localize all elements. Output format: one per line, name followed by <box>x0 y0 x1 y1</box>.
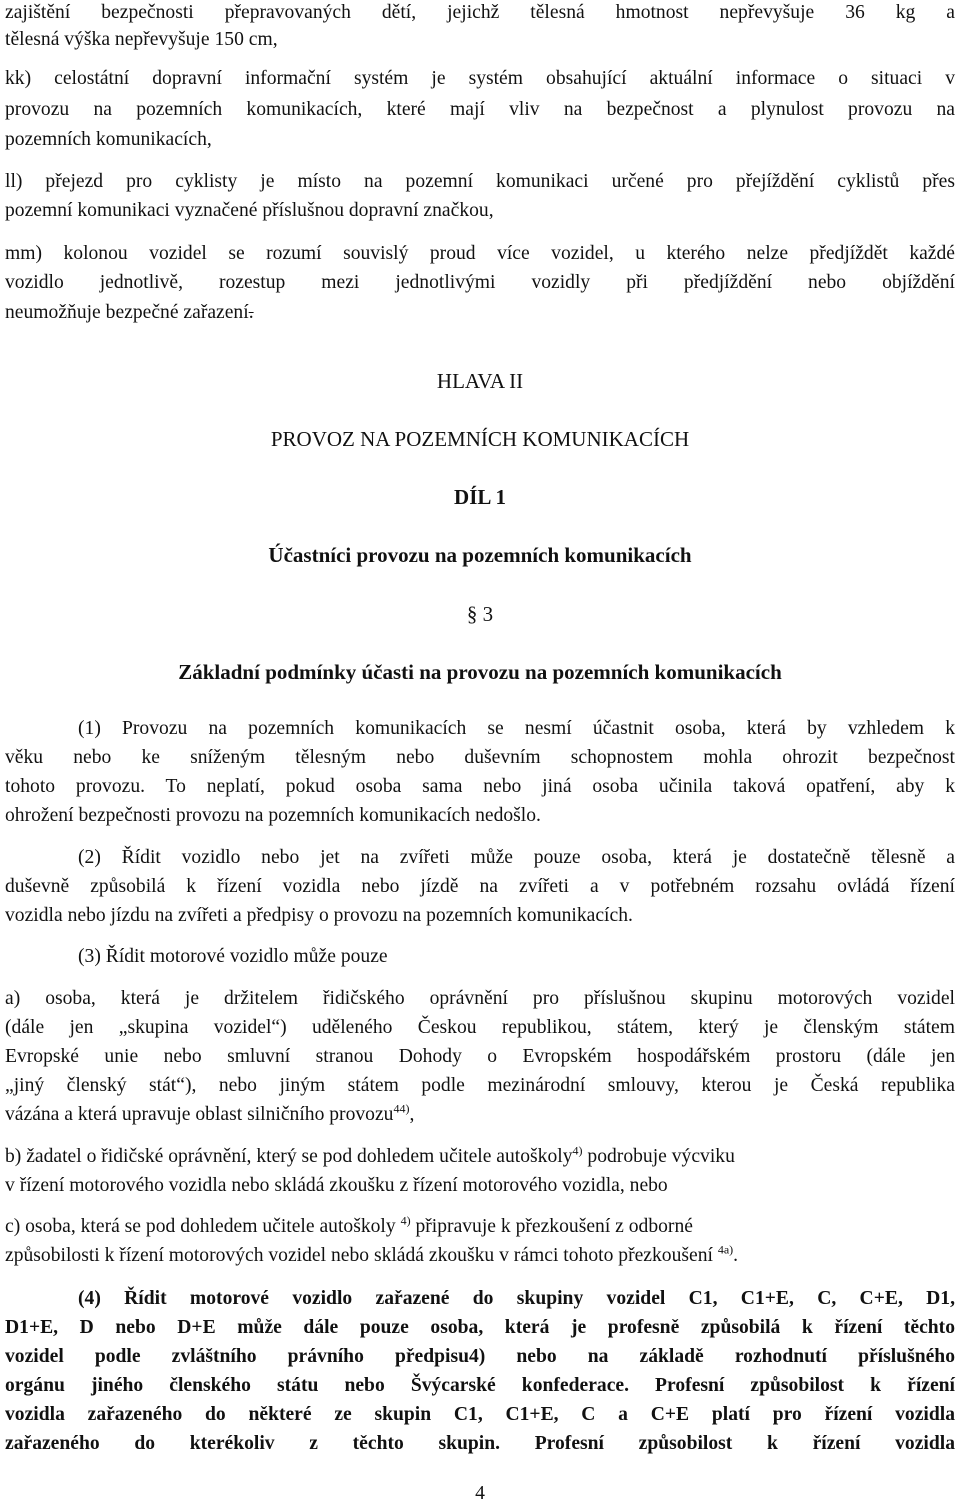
section-1-line-4: ohrožení bezpečnosti provozu na pozemních komunikacích nedošlo. <box>5 805 541 826</box>
chapter-title: PROVOZ NA POZEMNÍCH KOMUNIKACÍCH <box>270 427 690 451</box>
paragraph-sign: § 3 <box>466 602 494 626</box>
intro-line-2: tělesná výška nepřevyšuje 150 cm, <box>5 29 278 50</box>
section-4-line-4: orgánu jiného členského státu nebo Švýcarské konfederace. Profesní způsobilost k řízení <box>5 1375 955 1396</box>
definition-mm-line-3 <box>5 300 955 326</box>
item-c-text-2: způsobilosti k řízení motorových vozidel nebo skládá zkoušku v rámci tohoto přezkoušení <box>5 1245 718 1266</box>
section-1-line-2: věku nebo ke sníženým tělesným nebo duševním schopnostem mohla ohrozit bezpečnost <box>5 747 955 768</box>
item-a-line-1: a) osoba, která je držitelem řidičského oprávnění pro příslušnou skupinu motorových vozidel <box>5 988 955 1009</box>
definition-kk-line-3: pozemních komunikacích, <box>5 129 212 150</box>
item-c-text: c) osoba, která se pod dohledem učitele autoškoly <box>5 1216 401 1237</box>
chapter-heading: HLAVA II <box>436 369 524 393</box>
item-a-line-4: „jiný členský stát“), nebo jiným státem podle mezinárodní smlouvy, kterou je Česká republika <box>5 1075 955 1096</box>
section-4-line-6: zařazeného do kterékoliv z těchto skupin. Profesní způsobilost k řízení vozidla <box>5 1433 955 1454</box>
section-3-intro: (3) Řídit motorové vozidlo může pouze <box>78 946 388 967</box>
item-c-line-1 <box>5 1214 955 1240</box>
item-c-line-2 <box>5 1243 955 1269</box>
item-b-line-2: v řízení motorového vozidla nebo skládá zkoušku z řízení motorového vozidla, nebo <box>5 1175 668 1196</box>
definition-ll-line-2: pozemní komunikaci vyznačené příslušnou dopravní značkou, <box>5 200 494 221</box>
definition-ll-line-1: ll) přejezd pro cyklisty je místo na pozemní komunikaci určené pro přejíždění cyklistů přes <box>5 171 955 192</box>
section-2-line-1: (2) Řídit vozidlo nebo jet na zvířeti může pouze osoba, která je dostatečně tělesně a <box>78 847 955 868</box>
section-4-line-5: vozidla zařazeného do některé ze skupin C1, C1+E, C a C+E platí pro řízení vozidla <box>5 1404 955 1425</box>
part-title: Účastníci provozu na pozemních komunikacích <box>268 543 692 567</box>
item-a-last-tail: , <box>409 1104 415 1125</box>
item-b-line-1 <box>5 1144 955 1170</box>
section-1-line-3: tohoto provozu. To neplatí, pokud osoba sama nebo jiná osoba učinila taková opatření, aby k <box>5 776 955 797</box>
struck-period: . <box>248 302 254 323</box>
item-b-text: b) žadatel o řidičské oprávnění, který se pod dohledem učitele autoškoly <box>5 1146 573 1167</box>
section-1-line-1: (1) Provozu na pozemních komunikacích se nesmí účastnit osoba, která by vzhledem k <box>78 718 955 739</box>
item-c-tail: připravuje k přezkoušení z odborné <box>410 1216 693 1237</box>
section-2-line-3: vozidla nebo jízdu na zvířeti a předpisy o provozu na pozemních komunikacích. <box>5 905 633 926</box>
definition-kk-line-1: kk) celostátní dopravní informační systém je systém obsahující aktuální informace o situaci v <box>5 68 955 89</box>
item-a-line-2: (dále jen „skupina vozidel“) uděleného Českou republikou, státem, který je členským státem <box>5 1017 955 1038</box>
section-2-line-2: duševně způsobilá k řízení vozidla nebo jízdě na zvířeti a v potřebném rozsahu ovládá řízení <box>5 876 955 897</box>
definition-mm-line-2: vozidlo jednotlivě, rozestup mezi jednotlivými vozidly při předjíždění nebo objíždění <box>5 272 955 293</box>
section-4-line-3: vozidel podle zvláštního právního předpisu4) nebo na základě rozhodnutí příslušného <box>5 1346 955 1367</box>
footnote-ref-4: 4) <box>572 1143 583 1158</box>
item-a-line-5 <box>5 1102 955 1128</box>
footnote-ref-44: 44) <box>393 1101 410 1116</box>
footnote-ref-4a: 4a) <box>717 1242 734 1257</box>
item-a-line-3: Evropské unie nebo smluvní stranou Dohody o Evropském hospodářském prostoru (dále jen <box>5 1046 955 1067</box>
part-heading: DÍL 1 <box>454 485 506 509</box>
page-number: 4 <box>475 1483 485 1504</box>
definition-mm-line-1: mm) kolonou vozidel se rozumí souvislý proud více vozidel, u kterého nelze předjíždět každé <box>5 243 955 264</box>
item-b-tail: podrobuje výcviku <box>582 1146 735 1167</box>
paragraph-title: Základní podmínky účasti na provozu na pozemních komunikacích <box>178 660 782 684</box>
section-4-line-2: D1+E, D nebo D+E může dále pouze osoba, která je profesně způsobilá k řízení těchto <box>5 1317 955 1338</box>
definition-mm-text: neumožňuje bezpečné zařazení <box>5 302 249 323</box>
intro-line-1: zajištění bezpečnosti přepravovaných dětí, jejichž tělesná hmotnost nepřevyšuje 36 kg a <box>5 2 955 23</box>
item-c-tail-2: . <box>733 1245 739 1266</box>
item-a-last-text: vázána a která upravuje oblast silničního provozu <box>5 1104 394 1125</box>
section-4-line-1: (4) Řídit motorové vozidlo zařazené do skupiny vozidel C1, C1+E, C, C+E, D1, <box>78 1288 955 1309</box>
footnote-ref-4: 4) <box>400 1213 411 1228</box>
definition-kk-line-2: provozu na pozemních komunikacích, které mají vliv na bezpečnost a plynulost provozu na <box>5 99 955 120</box>
